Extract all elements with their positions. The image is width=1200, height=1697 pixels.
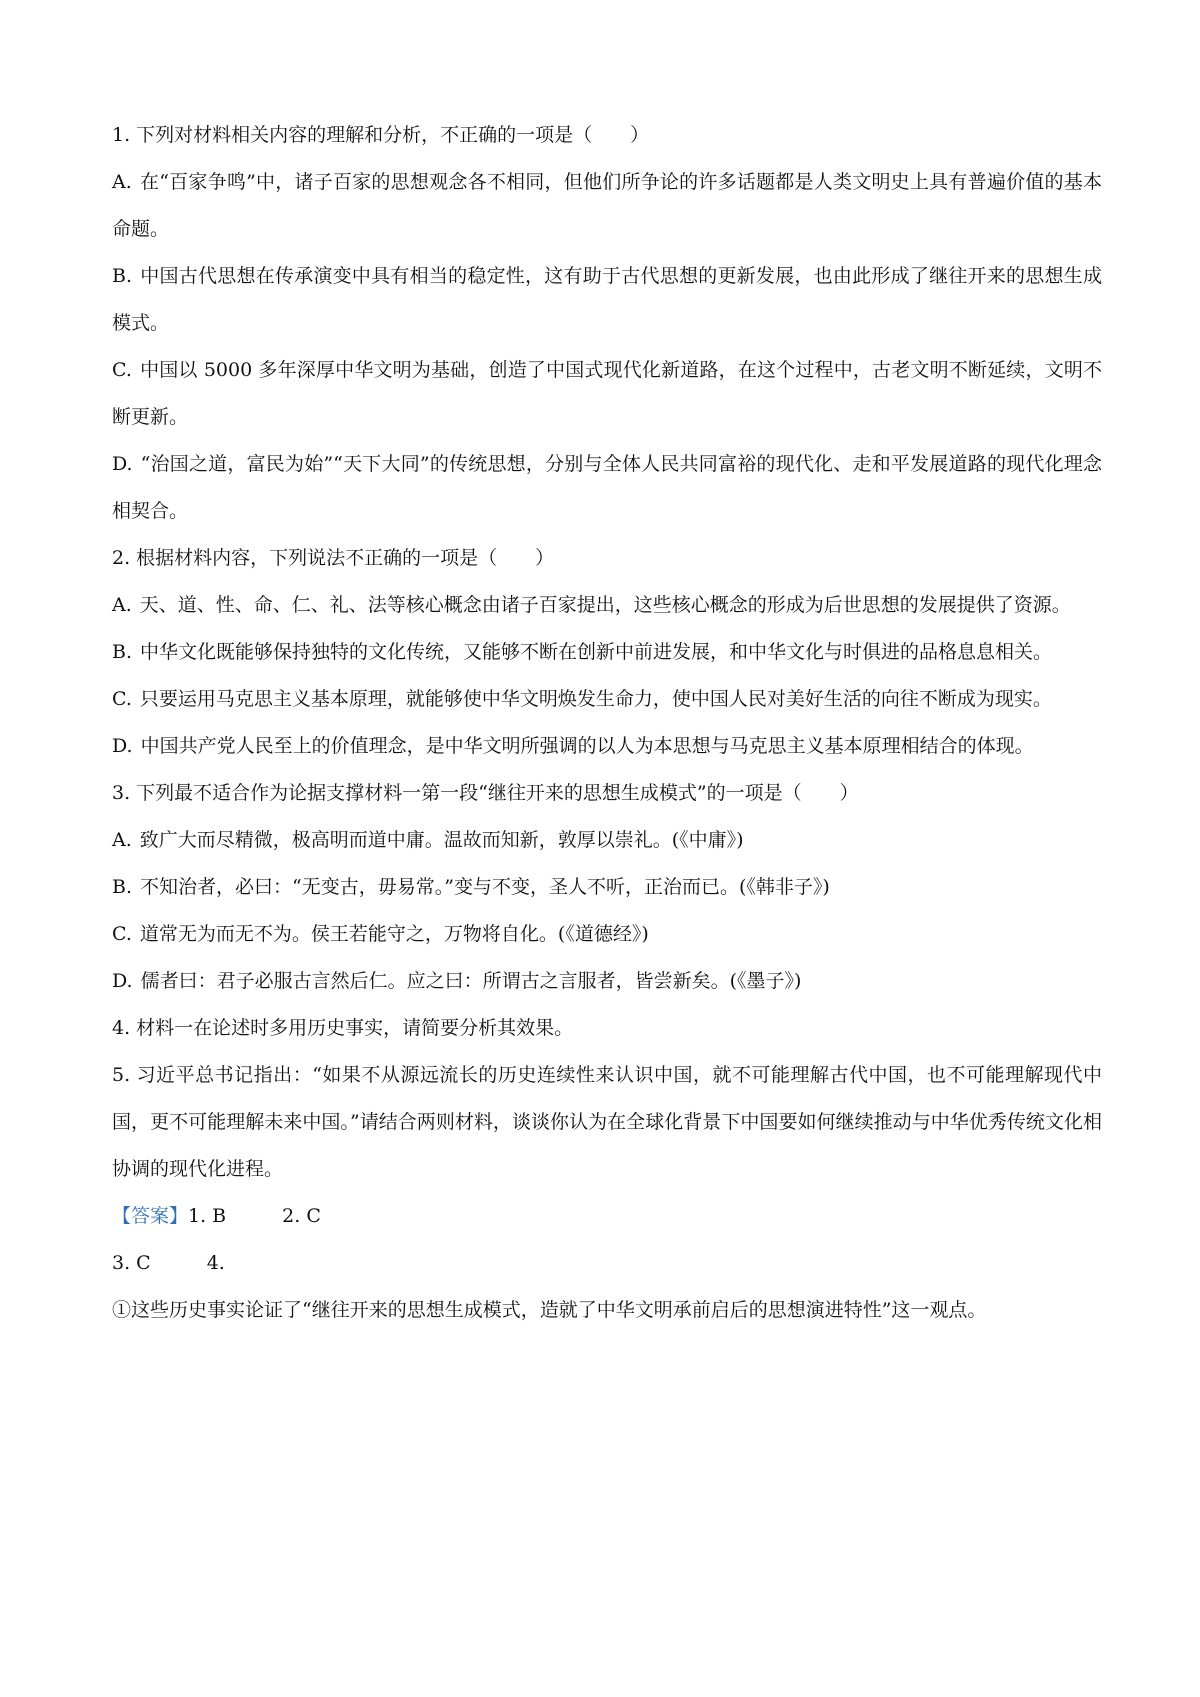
question-2-option-d: [112, 723, 1102, 770]
question-5-stem: 5. 习近平总书记指出：“如果不从源远流长的历史连续性来认识中国，就不可能理解古代中国，也不可能理解现代中国，更不可能理解未来中国。”请结合两则材料，谈谈你认为在全球化背景下中国要如何继续推动与中华优秀传统文化相协调的现代化进程。: [112, 1064, 1102, 1180]
answer-line-2: [112, 1240, 1102, 1287]
option-label: C.: [112, 359, 132, 381]
option-label: D.: [112, 735, 133, 757]
document-content: [112, 112, 1102, 1334]
question-1-option-a: [112, 159, 1102, 253]
option-text: 不知治者，必曰：“无变古，毋易常。”变与不变，圣人不听，正治而已。(《韩非子》): [140, 876, 830, 898]
question-3-option-c: [112, 911, 1102, 958]
answer-explanation: ①这些历史事实论证了“继往开来的思想生成模式，造就了中华文明承前启后的思想演进特性”这一观点。: [112, 1299, 987, 1321]
option-label: B.: [112, 876, 133, 898]
question-1-option-d: [112, 441, 1102, 535]
option-text: 中华文化既能够保持独特的文化传统，又能够不断在创新中前进发展，和中华文化与时俱进的品格息息相关。: [140, 641, 1053, 663]
question-2-stem: 2. 根据材料内容，下列说法不正确的一项是（ ）: [112, 547, 555, 569]
option-text: 道常无为而无不为。侯王若能守之，万物将自化。(《道德经》): [139, 923, 649, 945]
answer-line-1: [112, 1193, 1102, 1240]
option-label: A.: [112, 171, 132, 193]
option-text: 致广大而尽精微，极高明而道中庸。温故而知新，敦厚以崇礼。(《中庸》): [139, 829, 744, 851]
question-1-option-b: [112, 253, 1102, 347]
answer-2: 2. C: [282, 1205, 321, 1227]
option-text: 只要运用马克思主义基本原理，就能够使中华文明焕发生命力，使中国人民对美好生活的向往不断成为现实。: [139, 688, 1052, 710]
option-label: A.: [112, 829, 132, 851]
question-1-option-c: [112, 347, 1102, 441]
answer-3: 3. C: [112, 1252, 151, 1274]
option-text: 中国以 5000 多年深厚中华文明为基础，创造了中国式现代化新道路，在这个过程中，古老文明不断延续，文明不断更新。: [112, 359, 1102, 428]
answer-4: 4.: [206, 1252, 225, 1274]
question-1-stem: 1. 下列对材料相关内容的理解和分析，不正确的一项是（ ）: [112, 124, 650, 146]
question-2-option-a: [112, 582, 1102, 629]
option-text: 在“百家争鸣”中，诸子百家的思想观念各不相同，但他们所争论的许多话题都是人类文明史上具有普遍价值的基本命题。: [112, 171, 1102, 240]
question-3-option-d: [112, 958, 1102, 1005]
question-3-option-b: [112, 864, 1102, 911]
option-text: 中国古代思想在传承演变中具有相当的稳定性，这有助于古代思想的更新发展，也由此形成了继往开来的思想生成模式。: [112, 265, 1102, 334]
question-2-option-c: [112, 676, 1102, 723]
option-text: 中国共产党人民至上的价值理念，是中华文明所强调的以人为本思想与马克思主义基本原理相结合的体现。: [140, 735, 1034, 757]
option-label: B.: [112, 265, 133, 287]
answer-tag: 【答案】: [112, 1205, 189, 1227]
question-2-option-b: [112, 629, 1102, 676]
option-text: 天、道、性、命、仁、礼、法等核心概念由诸子百家提出，这些核心概念的形成为后世思想的发展提供了资源。: [139, 594, 1071, 616]
option-label: C.: [112, 923, 132, 945]
option-text: 儒者曰：君子必服古言然后仁。应之曰：所谓古之言服者，皆尝新矣。(《墨子》): [140, 970, 802, 992]
option-label: D.: [112, 970, 133, 992]
question-3-stem: 3. 下列最不适合作为论据支撑材料一第一段“继往开来的思想生成模式”的一项是（ ）: [112, 782, 859, 804]
option-label: B.: [112, 641, 133, 663]
option-label: A.: [112, 594, 132, 616]
option-text: “治国之道，富民为始”“天下大同”的传统思想，分别与全体人民共同富裕的现代化、走和平发展道路的现代化理念相契合。: [112, 453, 1102, 522]
option-label: D.: [112, 453, 133, 475]
question-3-option-a: [112, 817, 1102, 864]
answer-1: 1. B: [188, 1205, 227, 1227]
question-4-stem: 4. 材料一在论述时多用历史事实，请简要分析其效果。: [112, 1017, 574, 1039]
option-label: C.: [112, 688, 132, 710]
